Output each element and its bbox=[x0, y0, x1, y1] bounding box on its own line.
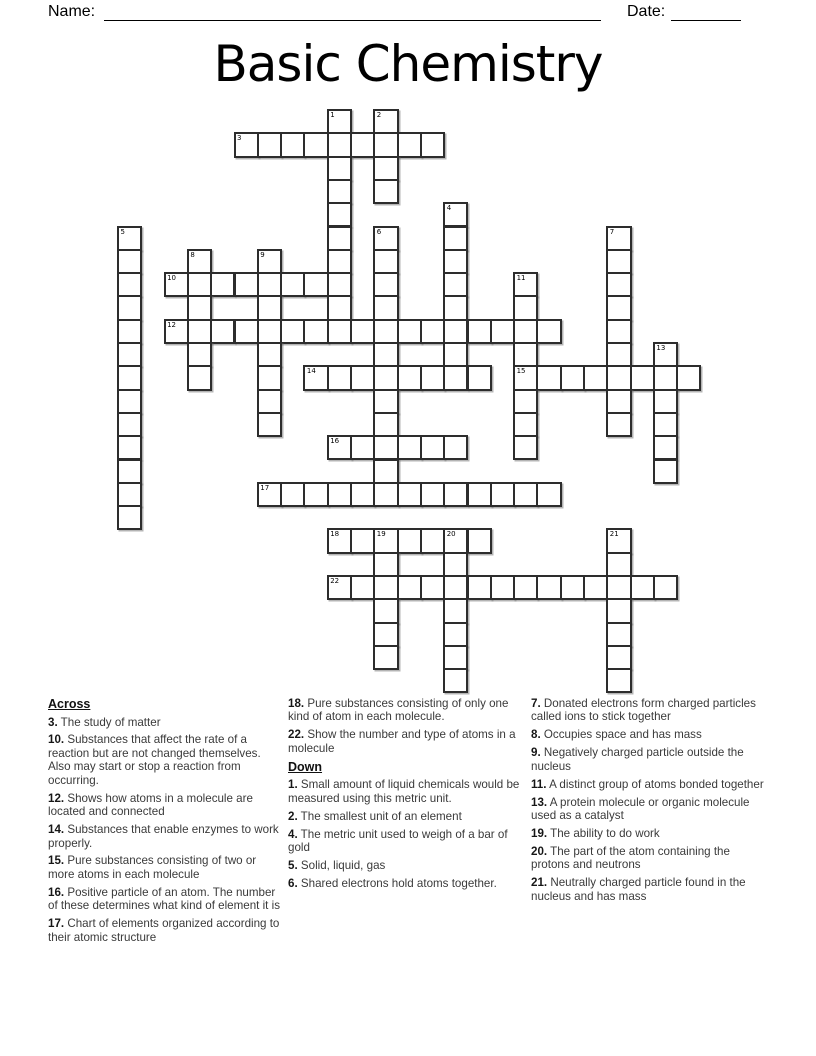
crossword-cell[interactable] bbox=[303, 482, 328, 507]
clue-19: 19. The ability to do work bbox=[531, 827, 660, 840]
crossword-cell[interactable] bbox=[373, 179, 398, 204]
clue-number: 21. bbox=[531, 876, 548, 890]
crossword-cell[interactable] bbox=[210, 272, 235, 297]
crossword-cell[interactable] bbox=[164, 272, 189, 297]
crossword-cell[interactable] bbox=[606, 598, 631, 623]
crossword-cell[interactable] bbox=[513, 319, 538, 344]
crossword-cell[interactable] bbox=[257, 295, 282, 320]
crossword-cell[interactable] bbox=[327, 435, 352, 460]
crossword-cell[interactable] bbox=[397, 435, 422, 460]
crossword-cell[interactable] bbox=[257, 365, 282, 390]
crossword-cell[interactable] bbox=[373, 389, 398, 414]
clue-11: 11. A distinct group of atoms bonded together bbox=[531, 777, 764, 791]
clue-20: 20. The part of the atom containing the protons and neutrons bbox=[531, 844, 730, 872]
clue-column-2 bbox=[288, 697, 522, 895]
cell-number: 17 bbox=[260, 483, 270, 492]
crossword-cell[interactable] bbox=[327, 575, 352, 600]
clue-number: 14. bbox=[48, 823, 65, 837]
crossword-cell[interactable] bbox=[187, 295, 212, 320]
page-title: Basic Chemistry bbox=[213, 35, 603, 93]
clue-13: 13. A protein molecule or organic molecule used as a catalyst bbox=[531, 795, 750, 823]
crossword-cell[interactable] bbox=[327, 249, 352, 274]
clue-7: 7. Donated electrons form charged particles called ions to stick together bbox=[531, 697, 756, 724]
crossword-cell[interactable] bbox=[187, 319, 212, 344]
crossword-cell[interactable] bbox=[373, 528, 398, 553]
clue-6: 6. Shared electrons hold atoms together. bbox=[288, 876, 497, 890]
crossword-cell[interactable] bbox=[653, 389, 678, 414]
crossword-cell[interactable] bbox=[234, 132, 259, 157]
clue-21: 21. Neutrally charged particle found in the nucleus and has mass bbox=[531, 876, 746, 903]
crossword-cell[interactable] bbox=[443, 668, 468, 693]
crossword-cell[interactable] bbox=[583, 575, 608, 600]
clue-12: 12. Shows how atoms in a molecule are located and connected bbox=[48, 791, 253, 819]
clue-9: 9. Negatively charged particle outside the nucleus bbox=[531, 746, 744, 773]
crossword-cell[interactable] bbox=[257, 249, 282, 274]
clue-number: 3. bbox=[48, 715, 58, 729]
crossword-cell[interactable] bbox=[117, 342, 142, 367]
crossword-cell[interactable] bbox=[117, 505, 142, 530]
clue-number: 1. bbox=[288, 778, 298, 792]
clue-number: 4. bbox=[288, 827, 298, 841]
cell-number: 21 bbox=[609, 530, 619, 539]
name-blank-line bbox=[104, 20, 601, 21]
crossword-cell[interactable] bbox=[234, 272, 259, 297]
crossword-cell[interactable] bbox=[327, 109, 352, 134]
crossword-cell[interactable] bbox=[443, 552, 468, 577]
crossword-cell[interactable] bbox=[606, 389, 631, 414]
cell-number: 8 bbox=[190, 250, 195, 259]
crossword-cell[interactable] bbox=[350, 528, 375, 553]
crossword-cell[interactable] bbox=[327, 272, 352, 297]
crossword-cell[interactable] bbox=[443, 622, 468, 647]
crossword-cell[interactable] bbox=[303, 319, 328, 344]
clue-2: 2. The smallest unit of an element bbox=[288, 809, 462, 823]
crossword-cell[interactable] bbox=[513, 575, 538, 600]
crossword-cell[interactable] bbox=[513, 272, 538, 297]
crossword-cell[interactable] bbox=[606, 342, 631, 367]
crossword-cell[interactable] bbox=[117, 226, 142, 251]
crossword-cell[interactable] bbox=[117, 319, 142, 344]
crossword-cell[interactable] bbox=[373, 319, 398, 344]
crossword-cell[interactable] bbox=[187, 249, 212, 274]
crossword-cell[interactable] bbox=[327, 132, 352, 157]
crossword-cell[interactable] bbox=[257, 342, 282, 367]
crossword-cell[interactable] bbox=[117, 412, 142, 437]
crossword-cell[interactable] bbox=[606, 295, 631, 320]
crossword-cell[interactable] bbox=[257, 389, 282, 414]
crossword-cell[interactable] bbox=[257, 482, 282, 507]
across-header: Across bbox=[48, 697, 91, 711]
crossword-cell[interactable] bbox=[467, 575, 492, 600]
crossword-cell[interactable] bbox=[536, 482, 561, 507]
crossword-cell[interactable] bbox=[653, 412, 678, 437]
clue-14: 14. Substances that enable enzymes to work properly. bbox=[48, 823, 279, 850]
crossword-cell[interactable] bbox=[373, 482, 398, 507]
down-header: Down bbox=[288, 759, 323, 774]
crossword-cell[interactable] bbox=[560, 365, 585, 390]
crossword-cell[interactable] bbox=[373, 132, 398, 157]
crossword-cell[interactable] bbox=[373, 575, 398, 600]
clue-4: 4. The metric unit used to weigh of a bar of gold bbox=[288, 827, 508, 854]
crossword-cell[interactable] bbox=[443, 598, 468, 623]
crossword-cell[interactable] bbox=[280, 482, 305, 507]
crossword-cell[interactable] bbox=[373, 598, 398, 623]
clue-number: 19. bbox=[531, 827, 548, 840]
crossword-cell[interactable] bbox=[490, 482, 515, 507]
crossword-cell[interactable] bbox=[606, 552, 631, 577]
crossword-cell[interactable] bbox=[350, 482, 375, 507]
crossword-cell[interactable] bbox=[187, 365, 212, 390]
crossword-cell[interactable] bbox=[373, 435, 398, 460]
crossword-cell[interactable] bbox=[443, 342, 468, 367]
clue-column-1 bbox=[48, 697, 284, 949]
crossword-cell[interactable] bbox=[443, 365, 468, 390]
crossword-cell[interactable] bbox=[257, 132, 282, 157]
crossword-cell[interactable] bbox=[117, 459, 142, 484]
cell-number: 14 bbox=[306, 367, 316, 376]
crossword-cell[interactable] bbox=[513, 482, 538, 507]
crossword-cell[interactable] bbox=[583, 365, 608, 390]
crossword-cell[interactable] bbox=[327, 179, 352, 204]
name-label: Name: bbox=[48, 3, 96, 20]
crossword-cell[interactable] bbox=[443, 249, 468, 274]
cell-number: 5 bbox=[120, 227, 125, 236]
cell-number: 6 bbox=[376, 227, 382, 236]
clue-number: 9. bbox=[531, 746, 541, 760]
cell-number: 20 bbox=[446, 530, 456, 539]
cell-number: 22 bbox=[330, 577, 340, 585]
clue-8: 8. Occupies space and has mass bbox=[531, 728, 702, 742]
clue-number: 20. bbox=[531, 844, 548, 858]
crossword-cell[interactable] bbox=[490, 319, 515, 344]
clue-number: 22. bbox=[288, 728, 305, 742]
crossword-cell[interactable] bbox=[630, 575, 655, 600]
crossword-cell[interactable] bbox=[373, 342, 398, 367]
clue-1: 1. Small amount of liquid chemicals would be measured using this metric unit. bbox=[288, 778, 520, 805]
crossword-cell[interactable] bbox=[513, 342, 538, 367]
crossword-cell[interactable] bbox=[443, 575, 468, 600]
crossword-cell[interactable] bbox=[280, 319, 305, 344]
crossword-cell[interactable] bbox=[117, 435, 142, 460]
crossword-cell[interactable] bbox=[536, 575, 561, 600]
crossword-cell[interactable] bbox=[397, 575, 422, 600]
crossword-cell[interactable] bbox=[606, 528, 631, 553]
crossword-cell[interactable] bbox=[443, 202, 468, 227]
crossword-cell[interactable] bbox=[467, 319, 492, 344]
crossword-grid bbox=[118, 110, 701, 693]
cell-number: 15 bbox=[516, 367, 526, 376]
clue-column-3 bbox=[531, 697, 771, 908]
crossword-cell[interactable] bbox=[513, 389, 538, 414]
crossword-cell[interactable] bbox=[420, 435, 445, 460]
cell-number: 16 bbox=[330, 437, 340, 446]
crossword-cell[interactable] bbox=[467, 528, 492, 553]
cell-number: 11 bbox=[516, 274, 526, 283]
crossword-cell[interactable] bbox=[443, 482, 468, 507]
crossword-cell[interactable] bbox=[653, 365, 678, 390]
crossword-cell[interactable] bbox=[676, 365, 701, 390]
crossword-cell[interactable] bbox=[420, 575, 445, 600]
clue-number: 10. bbox=[48, 733, 65, 747]
crossword-cell[interactable] bbox=[606, 226, 631, 251]
crossword-cell[interactable] bbox=[397, 319, 422, 344]
date-blank-line bbox=[671, 20, 741, 21]
crossword-cell[interactable] bbox=[420, 365, 445, 390]
crossword-cell[interactable] bbox=[373, 459, 398, 484]
crossword-cell[interactable] bbox=[513, 295, 538, 320]
crossword-cell[interactable] bbox=[327, 319, 352, 344]
clue-number: 2. bbox=[288, 809, 298, 823]
crossword-cell[interactable] bbox=[373, 622, 398, 647]
crossword-cell[interactable] bbox=[303, 365, 328, 390]
clue-5: 5. Solid, liquid, gas bbox=[288, 858, 386, 872]
clue-18: 18. Pure substances consisting of only one kind of atom in each molecule. bbox=[288, 697, 509, 724]
crossword-cell[interactable] bbox=[303, 132, 328, 157]
crossword-cell[interactable] bbox=[653, 435, 678, 460]
clue-number: 13. bbox=[531, 795, 548, 809]
crossword-cell[interactable] bbox=[327, 226, 352, 251]
crossword-cell[interactable] bbox=[397, 132, 422, 157]
crossword-cell[interactable] bbox=[280, 132, 305, 157]
crossword-cell[interactable] bbox=[606, 272, 631, 297]
cell-number: 18 bbox=[330, 530, 340, 539]
crossword-cell[interactable] bbox=[350, 132, 375, 157]
cell-number: 1 bbox=[330, 111, 335, 119]
crossword-cell[interactable] bbox=[373, 156, 398, 181]
crossword-cell[interactable] bbox=[653, 342, 678, 367]
crossword-cell[interactable] bbox=[373, 365, 398, 390]
crossword-cell[interactable] bbox=[606, 412, 631, 437]
clue-number: 18. bbox=[288, 697, 305, 710]
crossword-cell[interactable] bbox=[513, 435, 538, 460]
crossword-cell[interactable] bbox=[420, 319, 445, 344]
crossword-cell[interactable] bbox=[303, 272, 328, 297]
clue-number: 6. bbox=[288, 876, 298, 890]
crossword-cell[interactable] bbox=[117, 365, 142, 390]
crossword-cell[interactable] bbox=[513, 365, 538, 390]
crossword-cell[interactable] bbox=[443, 528, 468, 553]
crossword-cell[interactable] bbox=[443, 226, 468, 251]
crossword-cell[interactable] bbox=[513, 412, 538, 437]
crossword-cell[interactable] bbox=[373, 412, 398, 437]
crossword-cell[interactable] bbox=[373, 226, 398, 251]
clue-number: 16. bbox=[48, 885, 65, 899]
clue-22: 22. Show the number and type of atoms in a molecule bbox=[288, 728, 516, 755]
crossword-cell[interactable] bbox=[443, 435, 468, 460]
crossword-cell[interactable] bbox=[443, 645, 468, 670]
clue-number: 7. bbox=[531, 697, 541, 710]
cell-number: 12 bbox=[167, 320, 177, 329]
crossword-cell[interactable] bbox=[373, 272, 398, 297]
crossword-cell[interactable] bbox=[397, 365, 422, 390]
crossword-cell[interactable] bbox=[210, 319, 235, 344]
clue-number: 8. bbox=[531, 728, 541, 742]
crossword-cell[interactable] bbox=[653, 575, 678, 600]
crossword-cell[interactable] bbox=[397, 528, 422, 553]
cell-number: 19 bbox=[376, 530, 386, 539]
cell-number: 13 bbox=[656, 344, 666, 352]
crossword-cell[interactable] bbox=[373, 249, 398, 274]
crossword-cell[interactable] bbox=[536, 319, 561, 344]
crossword-cell[interactable] bbox=[327, 482, 352, 507]
clue-number: 12. bbox=[48, 791, 65, 805]
crossword-cell[interactable] bbox=[373, 295, 398, 320]
crossword-cell[interactable] bbox=[606, 319, 631, 344]
crossword-cell[interactable] bbox=[257, 319, 282, 344]
crossword-cell[interactable] bbox=[234, 319, 259, 344]
cell-number: 3 bbox=[237, 134, 242, 143]
crossword-cell[interactable] bbox=[467, 482, 492, 507]
crossword-cell[interactable] bbox=[350, 319, 375, 344]
crossword-cell[interactable] bbox=[490, 575, 515, 600]
clue-10: 10. Substances that affect the rate of a reaction but are not changed themselves. Also may start or stop a reaction from occurring. bbox=[48, 733, 261, 787]
crossword-cell[interactable] bbox=[653, 459, 678, 484]
crossword-cell[interactable] bbox=[187, 342, 212, 367]
crossword-cell[interactable] bbox=[373, 552, 398, 577]
crossword-cell[interactable] bbox=[117, 389, 142, 414]
crossword-cell[interactable] bbox=[117, 295, 142, 320]
crossword-cell[interactable] bbox=[373, 645, 398, 670]
crossword-cell[interactable] bbox=[606, 645, 631, 670]
crossword-cell[interactable] bbox=[397, 482, 422, 507]
crossword-cell[interactable] bbox=[420, 528, 445, 553]
crossword-cell[interactable] bbox=[606, 365, 631, 390]
crossword-cell[interactable] bbox=[606, 668, 631, 693]
crossword-cell[interactable] bbox=[630, 365, 655, 390]
crossword-cell[interactable] bbox=[327, 156, 352, 181]
clue-number: 11. bbox=[531, 777, 547, 791]
crossword-cell[interactable] bbox=[443, 295, 468, 320]
crossword-cell[interactable] bbox=[117, 482, 142, 507]
crossword-cell[interactable] bbox=[606, 622, 631, 647]
crossword-cell[interactable] bbox=[350, 365, 375, 390]
cell-number: 10 bbox=[167, 274, 177, 283]
date-label: Date: bbox=[627, 3, 666, 20]
crossword-cell[interactable] bbox=[536, 365, 561, 390]
crossword-cell[interactable] bbox=[467, 365, 492, 390]
crossword-cell[interactable] bbox=[280, 272, 305, 297]
crossword-cell[interactable] bbox=[117, 249, 142, 274]
cell-number: 9 bbox=[260, 250, 265, 259]
crossword-cell[interactable] bbox=[373, 109, 398, 134]
cell-number: 7 bbox=[609, 227, 615, 236]
crossword-cell[interactable] bbox=[443, 272, 468, 297]
crossword-cell[interactable] bbox=[164, 319, 189, 344]
crossword-cell[interactable] bbox=[560, 575, 585, 600]
crossword-cell[interactable] bbox=[187, 272, 212, 297]
crossword-cell[interactable] bbox=[257, 272, 282, 297]
clue-16: 16. Positive particle of an atom. The number of these determines what kind of element it is bbox=[48, 885, 280, 913]
cell-number: 2 bbox=[376, 111, 382, 119]
clue-number: 5. bbox=[288, 858, 298, 872]
clue-number: 15. bbox=[48, 854, 65, 868]
clue-15: 15. Pure substances consisting of two or more atoms in each molecule bbox=[48, 854, 257, 881]
clue-3: 3. The study of matter bbox=[48, 715, 161, 729]
crossword-cell[interactable] bbox=[606, 575, 631, 600]
crossword-cell[interactable] bbox=[327, 365, 352, 390]
crossword-cell[interactable] bbox=[350, 435, 375, 460]
crossword-cell[interactable] bbox=[327, 528, 352, 553]
clue-number: 17. bbox=[48, 917, 65, 931]
crossword-cell[interactable] bbox=[327, 295, 352, 320]
cell-number: 4 bbox=[446, 204, 452, 213]
crossword-cell[interactable] bbox=[350, 575, 375, 600]
crossword-cell[interactable] bbox=[443, 319, 468, 344]
crossword-cell[interactable] bbox=[420, 482, 445, 507]
crossword-cell[interactable] bbox=[327, 202, 352, 227]
crossword-cell[interactable] bbox=[257, 412, 282, 437]
crossword-cell[interactable] bbox=[117, 272, 142, 297]
clue-17: 17. Chart of elements organized according to their atomic structure bbox=[48, 917, 280, 944]
crossword-cell[interactable] bbox=[606, 249, 631, 274]
crossword-cell[interactable] bbox=[420, 132, 445, 157]
